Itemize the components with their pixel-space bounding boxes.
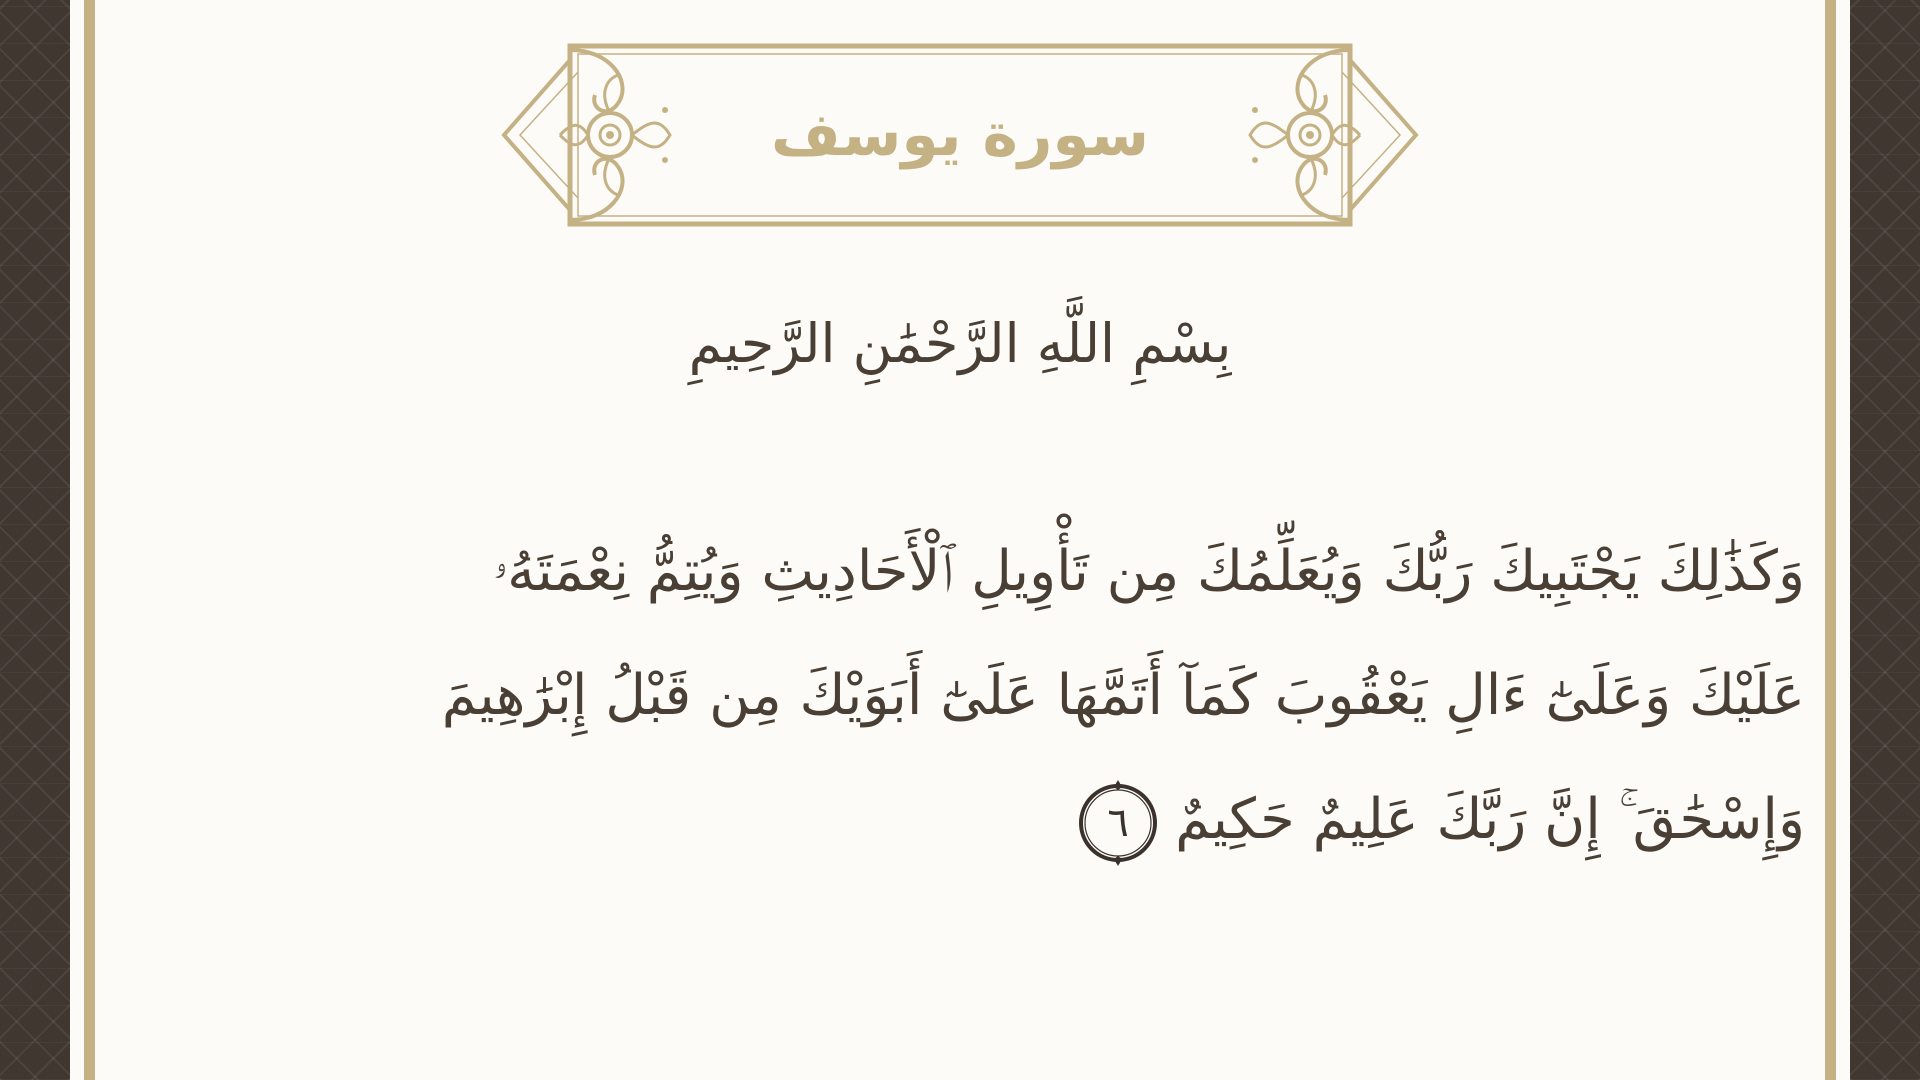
left-ornamental-border xyxy=(0,0,70,1080)
basmala: بِسْمِ اللَّهِ الرَّحْمَٰنِ الرَّحِيمِ xyxy=(688,311,1232,375)
surah-title: سورة يوسف xyxy=(770,100,1150,170)
verse-text xyxy=(270,510,1805,882)
right-ornamental-border xyxy=(1850,0,1920,1080)
right-gold-rule xyxy=(1825,0,1836,1080)
ayah-number: ٦ xyxy=(1107,799,1129,846)
verse-line-3-text: وَإِسْحَٰقَ ۚ إِنَّ رَبَّكَ عَلِيمٌ حَكِيمٌ xyxy=(1175,787,1805,852)
verse-line-2: عَلَيْكَ وَعَلَىٰٓ ءَالِ يَعْقُوبَ كَمَآ أَتَمَّهَا عَلَىٰٓ أَبَوَيْكَ مِن قَبْلُ إِبْرَٰهِيمَ xyxy=(441,663,1805,728)
verse-line-3 xyxy=(270,758,1805,882)
left-gold-rule xyxy=(84,0,95,1080)
verse-line-1: وَكَذَٰلِكَ يَجْتَبِيكَ رَبُّكَ وَيُعَلِّمُكَ مِن تَأْوِيلِ ٱلْأَحَادِيثِ وَيُتِمُّ نِعْمَتَهُۥ xyxy=(493,539,1805,604)
surah-title-frame xyxy=(500,40,1420,230)
ayah-end-marker xyxy=(1075,780,1161,866)
